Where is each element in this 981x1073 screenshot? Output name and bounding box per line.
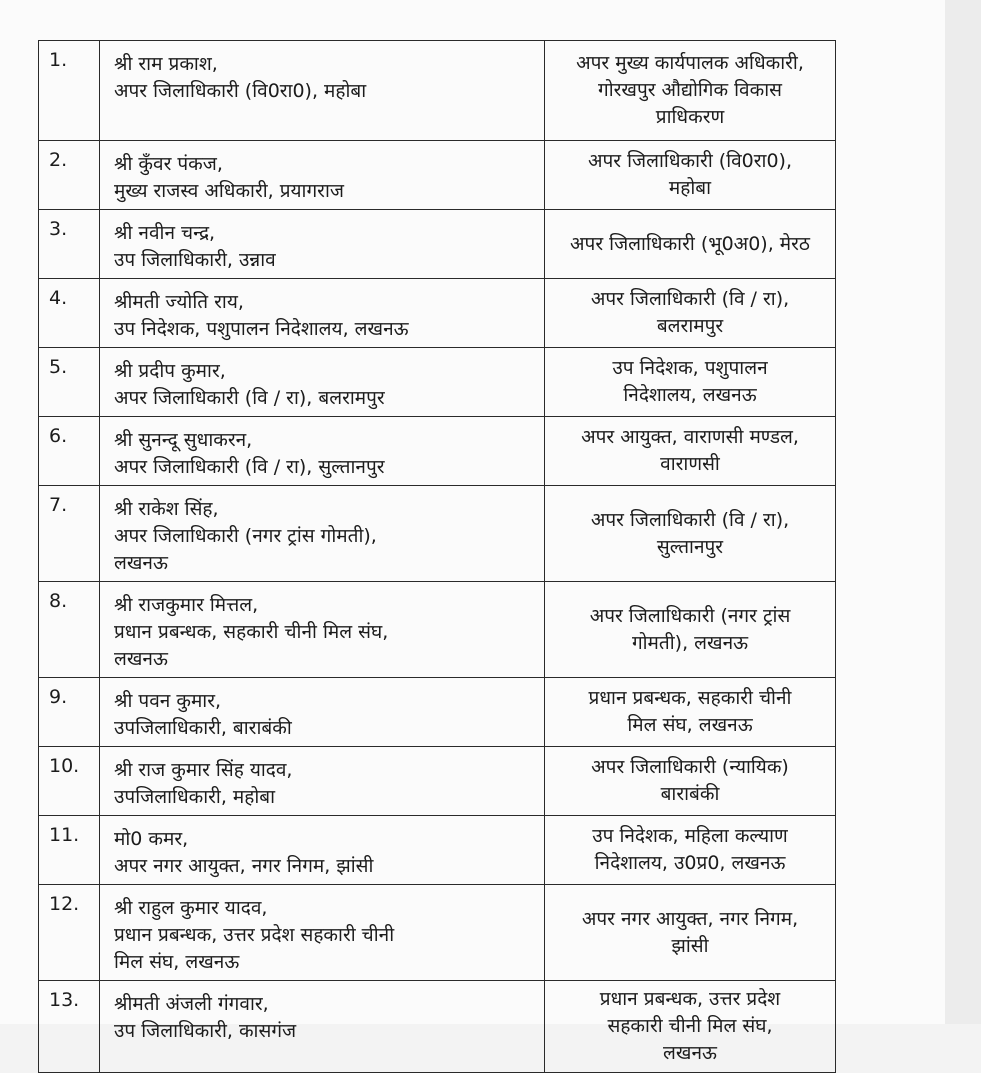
current-post: अपर नगर आयुक्त, नगर निगम, झांसी [114,855,374,877]
officer-name: श्री पवन कुमार, [114,690,222,712]
new-post: प्रधान प्रबन्धक, उत्तर प्रदेश [599,988,781,1010]
officer-name: श्री राज कुमार सिंह यादव, [114,759,293,781]
current-post: उप निदेशक, पशुपालन निदेशालय, लखनऊ [114,318,409,340]
new-post-cell [545,678,836,747]
officer-name: श्रीमती ज्योति राय, [114,291,244,313]
officer-cell [100,486,545,582]
officer-cell [100,582,545,678]
new-post: सुल्तानपुर [656,535,724,558]
serial-number: 1. [39,41,100,141]
officer-name: श्री राम प्रकाश, [114,53,218,75]
serial-number: 4. [39,279,100,348]
table-row [39,486,836,582]
table-row [39,582,836,678]
officer-cell [100,348,545,417]
officer-cell [100,981,545,1073]
new-post-cell [545,41,836,141]
current-post: प्रधान प्रबन्धक, उत्तर प्रदेश सहकारी चीनी [114,924,395,946]
serial-number: 12. [39,885,100,981]
new-post: अपर जिलाधिकारी (वि0रा0), [587,150,792,172]
current-post: लखनऊ [114,552,168,574]
current-post: मिल संघ, लखनऊ [114,951,240,973]
serial-number: 8. [39,582,100,678]
new-post-cell [545,885,836,981]
table-row [39,141,836,210]
new-post: मिल संघ, लखनऊ [627,714,753,736]
current-post: उप जिलाधिकारी, कासगंज [114,1020,297,1042]
serial-number: 13. [39,981,100,1073]
table-row [39,816,836,885]
new-post: अपर मुख्य कार्यपालक अधिकारी, [576,52,804,74]
officer-name: श्री राकेश सिंह, [114,498,219,520]
officer-cell [100,210,545,279]
current-post: अपर जिलाधिकारी (वि / रा), बलरामपुर [114,387,385,409]
new-post: गोरखपुर औद्योगिक विकास [598,79,782,101]
new-post: उप निदेशक, पशुपालन [612,357,768,379]
serial-number: 7. [39,486,100,582]
new-post: उप निदेशक, महिला कल्याण [592,825,788,847]
officer-name: मो0 कमर, [114,828,189,850]
new-post: अपर आयुक्त, वाराणसी मण्डल, [581,426,799,448]
new-post-cell [545,141,836,210]
table-row [39,747,836,816]
serial-number: 2. [39,141,100,210]
new-post: झांसी [671,934,709,957]
officer-name: श्री कुँवर पंकज, [114,153,223,175]
serial-number: 3. [39,210,100,279]
new-post: लखनऊ [663,1042,717,1064]
current-post: अपर जिलाधिकारी (नगर ट्रांस गोमती), [114,525,377,547]
new-post-cell [545,582,836,678]
officer-name: श्री प्रदीप कुमार, [114,360,226,382]
officer-cell [100,417,545,486]
serial-number: 10. [39,747,100,816]
officer-cell [100,41,545,141]
new-post: प्राधिकरण [655,106,725,128]
new-post: महोबा [668,177,712,199]
table-row [39,210,836,279]
new-post: प्रधान प्रबन्धक, सहकारी चीनी [588,687,792,709]
new-post: निदेशालय, लखनऊ [623,384,757,406]
current-post: मुख्य राजस्व अधिकारी, प्रयागराज [114,180,344,202]
new-post-cell [545,816,836,885]
officer-name: श्री सुनन्दू सुधाकरन, [114,429,253,451]
new-post: अपर जिलाधिकारी (वि / रा), [590,288,790,310]
officer-name: श्री राजकुमार मित्तल, [114,594,259,616]
table-row [39,279,836,348]
officer-cell [100,747,545,816]
table-row [39,348,836,417]
table-body [39,41,836,1073]
new-post: बलरामपुर [656,315,724,337]
current-post: उपजिलाधिकारी, महोबा [114,786,276,808]
new-post: सहकारी चीनी मिल संघ, [607,1015,773,1037]
current-post: अपर जिलाधिकारी (वि / रा), सुल्तानपुर [114,456,385,478]
officer-cell [100,816,545,885]
serial-number: 6. [39,417,100,486]
new-post-cell [545,210,836,279]
officer-name: श्री राहुल कुमार यादव, [114,897,268,919]
new-post: निदेशालय, उ0प्र0, लखनऊ [594,852,786,874]
new-post: अपर जिलाधिकारी (नगर ट्रांस [589,604,791,627]
officer-cell [100,279,545,348]
current-post: अपर जिलाधिकारी (वि0रा0), महोबा [114,80,367,102]
new-post: अपर जिलाधिकारी (भू0अ0), मेरठ [570,232,810,255]
new-post-cell [545,348,836,417]
table-row [39,678,836,747]
new-post: अपर जिलाधिकारी (वि / रा), [590,508,790,531]
new-post: बाराबंकी [660,783,720,805]
new-post-cell [545,747,836,816]
new-post-cell [545,417,836,486]
transfer-table [38,40,836,1073]
new-post-cell [545,279,836,348]
page-edge [945,0,981,1024]
new-post-cell [545,486,836,582]
table-row [39,981,836,1073]
current-post: उपजिलाधिकारी, बाराबंकी [114,717,292,739]
new-post: अपर नगर आयुक्त, नगर निगम, [581,907,799,930]
officer-name: श्री नवीन चन्द्र, [114,222,216,244]
officer-cell [100,885,545,981]
serial-number: 11. [39,816,100,885]
officer-cell [100,678,545,747]
serial-number: 5. [39,348,100,417]
new-post: गोमती), लखनऊ [631,631,749,654]
table-row [39,885,836,981]
table-row [39,417,836,486]
current-post: लखनऊ [114,648,168,670]
officer-name: श्रीमती अंजली गंगवार, [114,993,269,1015]
officer-cell [100,141,545,210]
serial-number: 9. [39,678,100,747]
new-post: अपर जिलाधिकारी (न्यायिक) [591,756,789,778]
table-row [39,41,836,141]
current-post: प्रधान प्रबन्धक, सहकारी चीनी मिल संघ, [114,621,389,643]
current-post: उप जिलाधिकारी, उन्नाव [114,249,276,271]
new-post: वाराणसी [660,453,720,475]
new-post-cell [545,981,836,1073]
